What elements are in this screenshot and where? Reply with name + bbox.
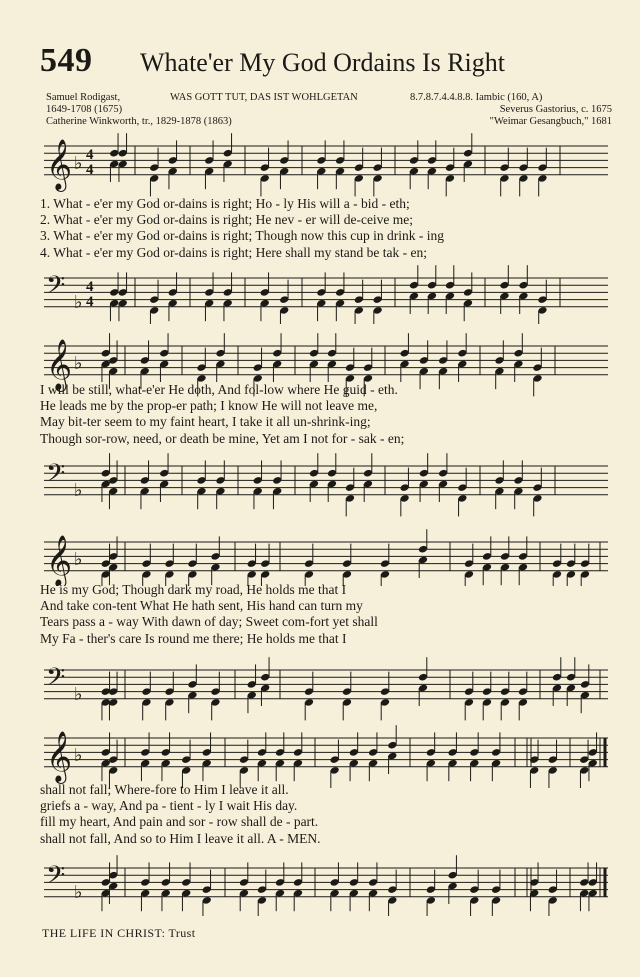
notes-group [101,453,543,516]
lyric-line: He is my God; Though dark my road, He holds me that I [40,582,347,597]
bass-staff [40,450,610,520]
page-footer [42,926,195,941]
flat-sign-icon: ♭ [74,745,83,765]
music-system-1 [40,130,610,325]
music-system-2 [40,330,610,525]
hymn-number: 549 [40,42,93,79]
notes-group [101,657,590,720]
lyric-line: Though sor-row, need, or death be mine, Yet am I not for - sak - en; [40,430,405,446]
meter-info: 8.7.8.7.4.4.8.8. Iambic (160, A) [410,92,543,103]
lyric-line: 2. What - e'er my God or-dains is right; He nev - er will de-ceive me; [40,212,414,228]
footer-topic: Trust [168,926,196,940]
treble-staff [40,526,610,586]
treble-clef-icon: 𝄞 [46,730,73,782]
lyric-line: 4. What - e'er my God or-dains is right; Here shall my stand be tak - en; [40,244,427,260]
flat-sign-icon: ♭ [74,153,83,173]
treble-clef-icon: 𝄞 [46,534,73,586]
staff-lines [44,738,608,767]
lyrics-block [40,582,610,647]
notes-group [101,529,590,586]
lyric-line: shall not fall, And so to Him I leave it all. A - MEN. [40,830,321,846]
bass-staff [40,852,610,916]
bass-staff [40,262,610,324]
flat-sign-icon: ♭ [74,292,83,312]
lyric-line: 3. What - e'er my God or-dains is right; Though now this cup in drink - ing [40,228,444,244]
bass-clef-icon: 𝄢 [46,861,66,896]
footer-category: THE LIFE IN CHRIST: [42,926,166,940]
hymn-title: Whate'er My God Ordains Is Right [140,48,506,77]
treble-staff [40,722,610,788]
lyric-line: I will be still, what-e'er He doth, And fol-low where He guid - eth. [40,382,398,397]
treble-staff [40,130,610,200]
lyric-line: Tears pass a - way With dawn of day; Sweet com-fort yet shall [40,614,378,630]
author-name: Samuel Rodigast, [46,92,121,103]
treble-clef-icon: 𝄞 [46,138,73,190]
staff-lines [44,466,608,495]
tune-source: "Weimar Gesangbuch," 1681 [489,116,612,127]
flat-sign-icon: ♭ [74,684,83,704]
staff-lines [44,346,608,375]
author-dates: 1649-1708 (1675) [46,104,123,115]
lyrics-block [40,782,610,847]
bass-clef-icon: 𝄢 [46,459,66,494]
composer-credit [490,104,612,128]
flat-sign-icon: ♭ [74,353,83,373]
lyric-line: fill my heart, And pain and sor - row shall de - part. [40,814,319,830]
lyrics-block [40,196,610,261]
german-title: WAS GOTT TUT, DAS IST WOHLGETAN [170,92,358,103]
time-signature: 4 [86,294,94,310]
lyrics-block [40,382,610,447]
lyric-line: griefs a - way, And pa - tient - ly I wait His day. [40,798,298,814]
flat-sign-icon: ♭ [74,882,83,902]
treble-clef-icon: 𝄞 [46,338,73,390]
translator-credit: Catherine Winkworth, tr., 1829-1878 (1863) [46,116,232,127]
time-signature: 4 [86,162,94,178]
bass-staff [40,654,610,722]
time-signature: 4 [86,279,94,295]
lyric-line: 1. What - e'er my God or-dains is right; Ho - ly His will a - bid - eth; [40,196,410,211]
composer-name: Severus Gastorius, c. 1675 [499,104,612,115]
notes-group [101,855,598,916]
bass-clef-icon: 𝄢 [46,663,66,698]
music-system-4 [40,722,610,917]
hymn-header [40,42,615,82]
flat-sign-icon: ♭ [74,480,83,500]
notes-group [101,725,598,788]
notes-group [109,133,547,196]
time-signature: 4 [86,147,94,163]
notes-group [109,265,547,324]
lyric-line: shall not fall; Where-fore to Him I leave it all. [40,782,289,797]
lyric-line: My Fa - ther's care Is round me there; He holds me that I [40,630,347,646]
flat-sign-icon: ♭ [74,549,83,569]
bass-clef-icon: 𝄢 [46,271,66,306]
staff-lines [44,868,608,897]
lyric-line: He leads me by the prop-er path; I know He will not leave me, [40,398,378,414]
music-system-3 [40,526,610,721]
lyric-line: And take con-tent What He hath sent, His hand can turn my [40,598,363,614]
lyric-line: May bit-ter seem to my faint heart, I take it all un-shrink-ing; [40,414,371,430]
